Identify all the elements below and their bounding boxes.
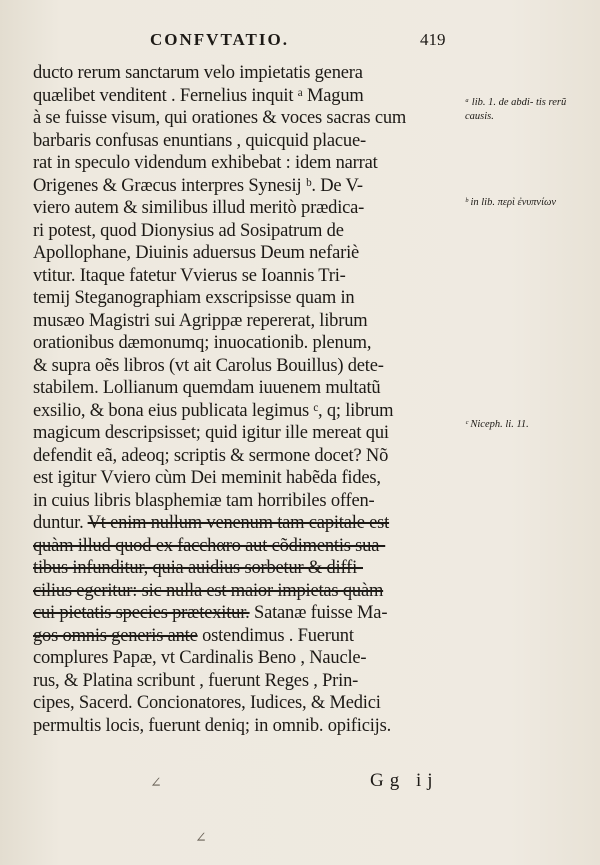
text-line — [33, 265, 463, 288]
text-line — [33, 647, 463, 670]
text-line — [33, 422, 463, 445]
line-text: duntur. — [33, 513, 84, 533]
struck-text: Vt enim nullum venenum tam capitale est — [87, 513, 390, 533]
page-header — [0, 30, 600, 54]
line-text: est igitur Vviero cùm Dei meminit habẽda fides, — [33, 468, 381, 488]
line-text: & supra oẽs libros (vt ait Carolus Bouillus) dete- — [33, 355, 384, 376]
text-line — [33, 715, 463, 738]
text-line — [33, 535, 463, 558]
line-text: complures Papæ, vt Cardinalis Beno , Naucle- — [33, 648, 367, 668]
signature-mark: Gg ij — [370, 770, 439, 791]
line-text: permultis locis, fuerunt deniq; in omnib. opificijs. — [33, 715, 392, 736]
main-text-block — [33, 62, 463, 737]
text-line — [33, 85, 463, 108]
text-line — [33, 287, 463, 310]
text-line — [33, 152, 463, 175]
margin-note-a: ᵃ lib. 1. de abdi- tis rerũ causis. — [465, 97, 567, 122]
text-line — [33, 557, 463, 580]
text-line — [33, 242, 463, 265]
line-text: musæo Magistri sui Agrippæ repererat, librum — [33, 310, 368, 331]
text-line — [33, 197, 463, 220]
line-text: temij Steganographiam exscripsisse quam in — [33, 288, 355, 308]
struck-text: tibus infunditur, quia auidius sorbetur & diffi- — [33, 558, 363, 578]
text-line — [33, 332, 463, 355]
line-text: magicum descripsisset; quid igitur ille mereat qui — [33, 423, 389, 443]
line-text: à se fuisse visum, qui orationes & voces sacras cum — [33, 108, 407, 128]
line-text: viero autem & similibus illud meritò prædica- — [33, 198, 365, 218]
line-text: barbaris confusas enuntians , quicquid placue- — [33, 130, 366, 151]
pen-mark-icon: ∠ — [150, 776, 162, 791]
line-text: ri potest, quod Dionysius ad Sosipatrum de — [33, 220, 344, 241]
text-line — [33, 310, 463, 333]
running-title: CONFVTATIO. — [150, 30, 289, 49]
margin-note-c: ᶜ Niceph. li. 11. — [465, 419, 529, 430]
line-text: in cuius libris blasphemiæ tam horribiles offen- — [33, 490, 375, 511]
pen-mark-icon: ∠ — [195, 831, 207, 846]
text-line — [33, 175, 463, 198]
struck-text: quàm illud quod ex facchαro aut cõdimentis sua- — [33, 535, 386, 556]
text-line — [33, 602, 463, 625]
text-line — [33, 377, 463, 400]
line-text: Apollophane, Diuinis aduersus Deum nefariè — [33, 243, 360, 263]
text-line — [33, 625, 463, 648]
text-line — [33, 512, 463, 535]
text-line — [33, 692, 463, 715]
line-text: rat in speculo videndum exhibebat : idem narrat — [33, 153, 378, 173]
line-text: Origenes & Græcus interpres Synesij ᵇ. De V- — [33, 175, 363, 196]
text-line — [33, 490, 463, 513]
line-text: vtitur. Itaque fatetur Vvierus se Ioannis Tri- — [33, 265, 346, 286]
line-text: Satanæ fuisse Ma- — [249, 603, 388, 623]
line-text: ducto rerum sanctarum velo impietatis genera — [33, 63, 363, 83]
line-text: ostendimus . Fuerunt — [197, 625, 354, 646]
line-text: stabilem. Lollianum quemdam iuuenem multatũ — [33, 378, 381, 398]
line-text: orationibus dæmonumq; inuocationib. plenum, — [33, 333, 372, 353]
page-number: 419 — [420, 30, 446, 49]
text-line — [33, 445, 463, 468]
text-line — [33, 580, 463, 603]
text-line — [33, 130, 463, 153]
text-line — [33, 400, 463, 423]
text-line — [33, 670, 463, 693]
line-text: exsilio, & bona eius publicata legimus ᶜ, q; librum — [33, 400, 394, 421]
struck-text: cui pietatis species prætexitur. — [33, 603, 250, 623]
struck-text: gos omnis generis ante — [33, 625, 198, 646]
text-line — [33, 355, 463, 378]
line-text: rus, & Platina scribunt , fuerunt Reges , Prin- — [33, 670, 359, 691]
line-text: defendit eã, adeoq; scriptis & sermone docet? Nõ — [33, 445, 389, 466]
text-line — [33, 62, 463, 85]
struck-text: cilius egeritur: sic nulla est maior impietas quàm — [33, 580, 384, 601]
text-line — [33, 220, 463, 243]
text-line — [33, 107, 463, 130]
line-text: cipes, Sacerd. Concionatores, Iudices, & Medici — [33, 693, 381, 713]
line-text: quælibet venditent . Fernelius inquit ᵃ Magum — [33, 85, 364, 106]
margin-note-b: ᵇ in lib. περὶ ἐνυπνίων — [465, 197, 557, 208]
text-line — [33, 467, 463, 490]
